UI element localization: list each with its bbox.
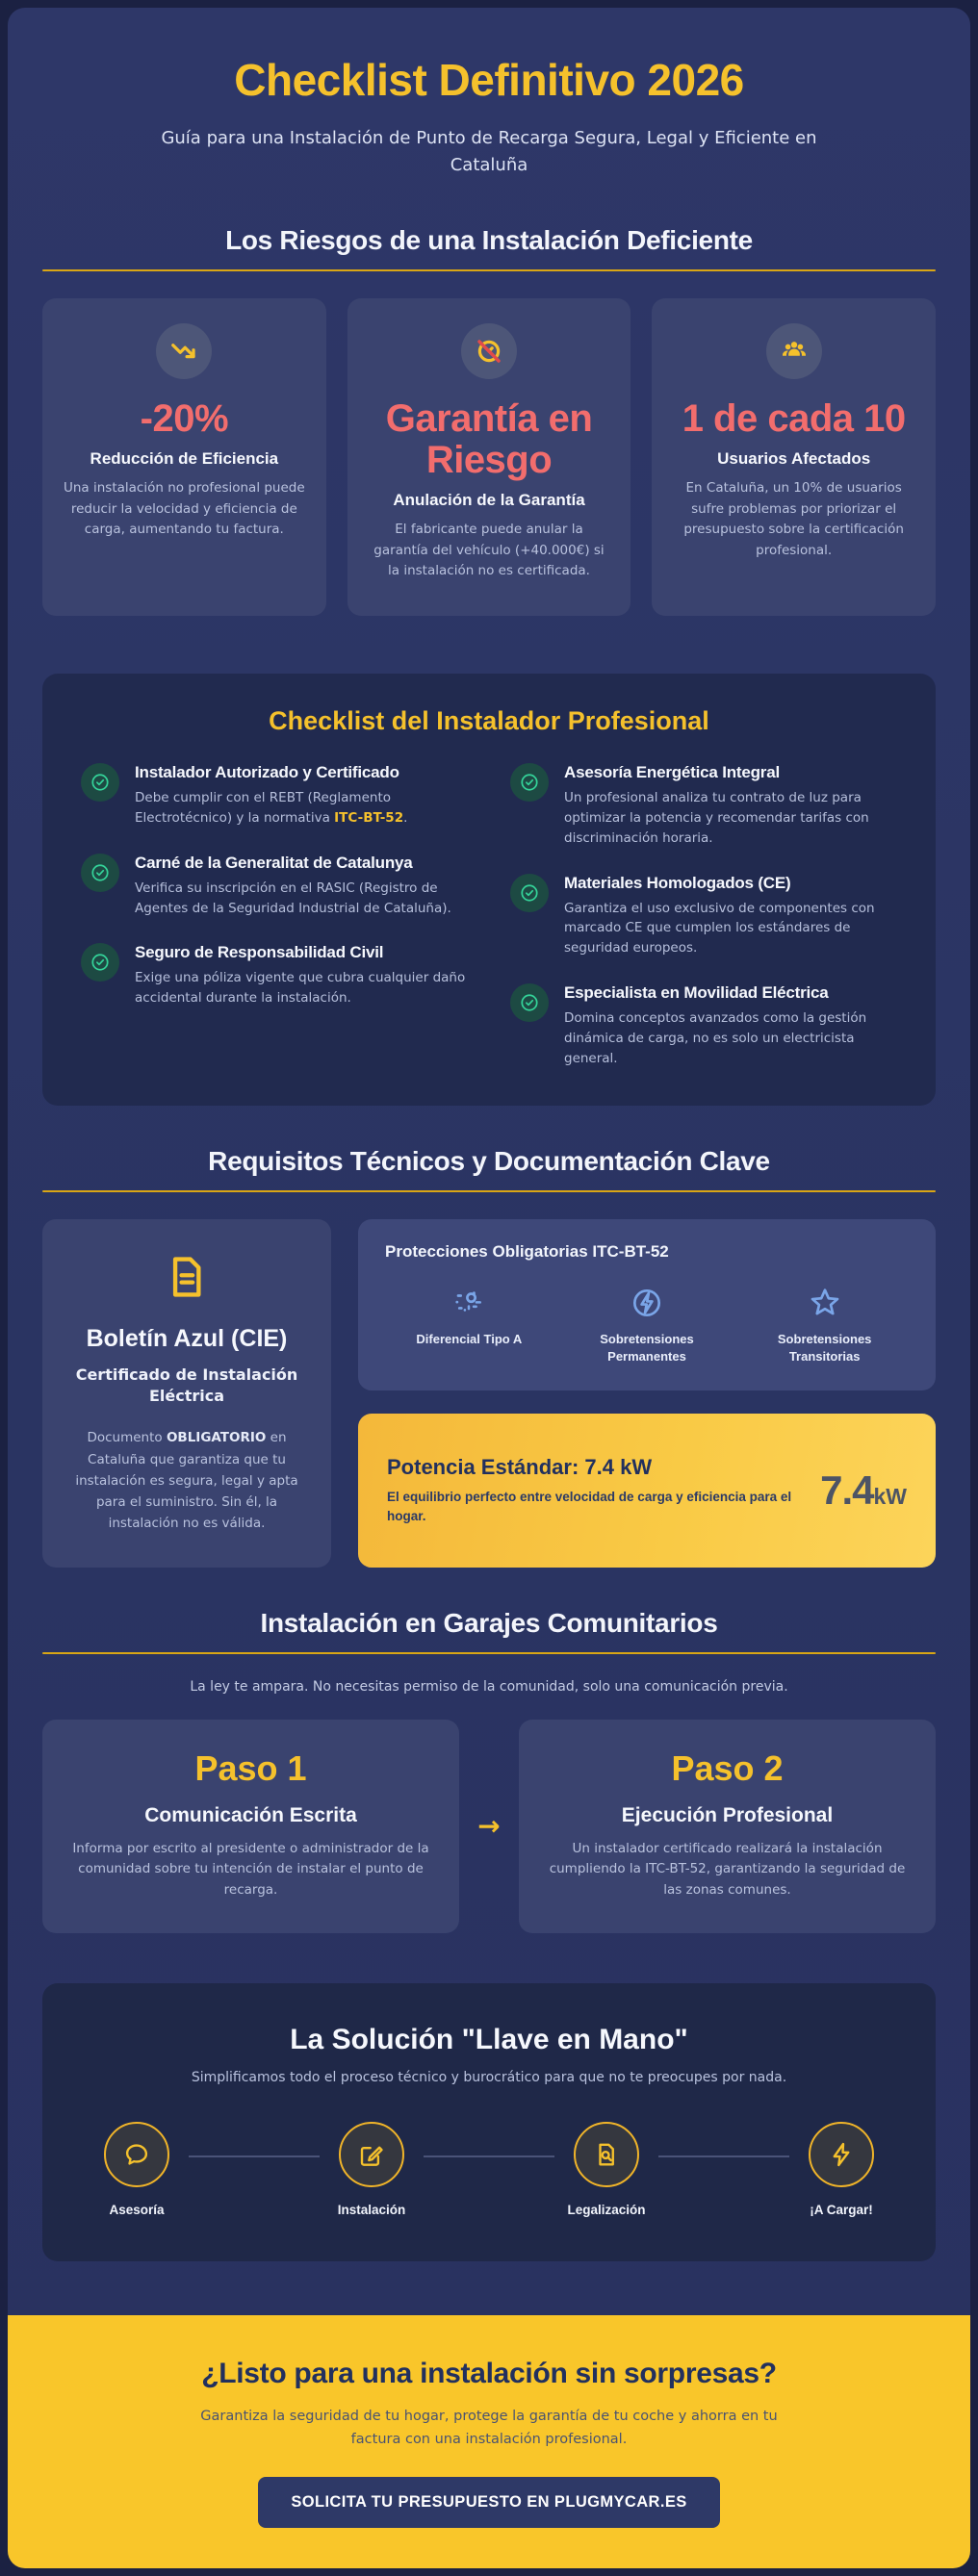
installer-col-left <box>81 763 468 1069</box>
protections-title: Protecciones Obligatorias ITC-BT-52 <box>385 1242 669 1262</box>
checklist-item-body <box>135 788 468 829</box>
header <box>8 8 970 185</box>
risk-body: Una instalación no profesional puede reducir la velocidad y eficiencia de carga, aumentando tu factura. <box>63 479 305 538</box>
protection-label: Sobretensiones Transitorias <box>777 1332 872 1365</box>
installer-title: Checklist del Instalador Profesional <box>269 705 709 735</box>
risk-body: En Cataluña, un 10% de usuarios sufre problemas por priorizar el presupuesto sobre la certificación profesional. <box>683 479 904 558</box>
differential-icon <box>385 1285 553 1321</box>
protection-label: Sobretensiones Permanentes <box>600 1332 694 1365</box>
section-divider <box>42 1190 936 1192</box>
risk-heading: Anulación de la Garantía <box>393 491 585 510</box>
protection-item <box>385 1285 553 1365</box>
boletin-body-post: en Cataluña que garantiza que tu instalación es segura, legal y apta para el suministro. Sin él, la instalación no es válida. <box>75 1430 298 1532</box>
boletin-body-bold: OBLIGATORIO <box>166 1430 267 1446</box>
solution-step-label: Instalación <box>337 2203 406 2218</box>
risk-stat: -20% <box>140 396 229 440</box>
checklist-item <box>81 943 468 1008</box>
power-value-unit: kW <box>873 1484 907 1510</box>
checklist-item-text <box>135 854 468 919</box>
technical-section <box>42 1146 936 1568</box>
surge-transient-icon <box>740 1285 909 1321</box>
checklist-item-title: Especialista en Movilidad Eléctrica <box>564 983 829 1003</box>
section-divider <box>42 269 936 271</box>
technical-right-column <box>358 1219 936 1568</box>
body-highlight: ITC-BT-52 <box>334 809 404 826</box>
charge-icon <box>809 2122 874 2187</box>
cta-section <box>8 2315 970 2568</box>
paso-grid <box>42 1720 936 1934</box>
connector-line <box>658 2155 789 2157</box>
solution-step-cargar <box>789 2122 893 2217</box>
connector-line <box>424 2155 554 2157</box>
check-circle-icon <box>510 874 549 912</box>
users-icon <box>766 323 822 379</box>
installer-grid <box>81 763 897 1069</box>
installer-checklist-section <box>42 674 936 1106</box>
risk-stat: Garantía en Riesgo <box>385 396 593 481</box>
power-body: El equilibrio perfecto entre velocidad de carga y eficiencia para el hogar. <box>387 1489 792 1524</box>
check-circle-icon <box>81 943 119 982</box>
paso-body: Un instalador certificado realizará la instalación cumpliendo la ITC-BT-52, garantizando la seguridad de las zonas comunes. <box>549 1840 906 1898</box>
power-text <box>387 1455 801 1527</box>
legalization-icon <box>574 2122 639 2187</box>
checklist-item-title: Instalador Autorizado y Certificado <box>135 762 399 781</box>
checklist-item-body: Domina conceptos avanzados como la gestión dinámica de carga, no es solo un electricista general. <box>564 1010 867 1067</box>
checklist-item <box>81 854 468 919</box>
paso-heading: Ejecución Profesional <box>621 1803 834 1826</box>
protections-row <box>385 1285 909 1365</box>
check-circle-icon <box>81 763 119 802</box>
risk-cards <box>42 298 936 616</box>
checklist-item-text <box>564 874 897 959</box>
trend-down-icon <box>156 323 212 379</box>
document-icon <box>67 1252 306 1302</box>
cta-body: Garantiza la seguridad de tu hogar, protege la garantía de tu coche y ahorra en tu factura con una instalación profesional. <box>200 2409 778 2448</box>
solution-subtitle: Simplificamos todo el proceso técnico y burocrático para que no te preocupes por nada. <box>191 2070 787 2086</box>
risk-card-warranty <box>347 298 631 616</box>
risk-heading: Reducción de Eficiencia <box>90 448 279 468</box>
risk-stat: 1 de cada 10 <box>682 396 906 440</box>
checklist-item <box>510 983 897 1069</box>
checklist-item <box>510 874 897 959</box>
power-card <box>358 1414 936 1567</box>
check-circle-icon <box>81 854 119 892</box>
checklist-item-text <box>564 763 897 849</box>
edit-icon <box>339 2122 404 2187</box>
checklist-item-body: Verifica su inscripción en el RASIC (Registro de Agentes de la Seguridad Industrial de Cataluña). <box>135 880 451 916</box>
garages-section <box>42 1608 936 1934</box>
risk-card-users <box>652 298 936 616</box>
protection-item <box>563 1285 732 1365</box>
boletin-card <box>42 1219 331 1568</box>
checklist-item <box>510 763 897 849</box>
technical-grid <box>42 1219 936 1568</box>
connector-line <box>189 2155 320 2157</box>
risk-heading: Usuarios Afectados <box>717 448 871 468</box>
boletin-body-pre: Documento <box>87 1430 167 1446</box>
chat-icon <box>104 2122 169 2187</box>
power-title: Potencia Estándar: 7.4 kW <box>387 1454 653 1479</box>
warranty-void-icon <box>461 323 517 379</box>
checklist-item <box>81 763 468 829</box>
checklist-item-body: Un profesional analiza tu contrato de luz para optimizar la potencia y recomendar tarifas con discriminación horaria. <box>564 789 869 846</box>
check-circle-icon <box>510 763 549 802</box>
paso-card-1 <box>42 1720 459 1934</box>
body-end: . <box>403 809 408 826</box>
solution-step-instalacion <box>320 2122 424 2217</box>
solution-step-legalizacion <box>554 2122 658 2217</box>
risk-body: El fabricante puede anular la garantía del vehículo (+40.000€) si la instalación no es certificada. <box>373 522 605 579</box>
paso-label: Paso 1 <box>194 1747 307 1788</box>
boletin-subtitle-text: Certificado de Instalación Eléctrica <box>75 1365 298 1405</box>
surge-permanent-icon <box>563 1285 732 1321</box>
risks-section <box>42 225 936 616</box>
paso-heading: Comunicación Escrita <box>144 1803 357 1826</box>
page-subtitle: Guía para una Instalación de Punto de Recarga Segura, Legal y Eficiente en Cataluña <box>161 128 817 175</box>
power-value <box>820 1467 907 1514</box>
risk-card-efficiency <box>42 298 326 616</box>
section-divider <box>42 1652 936 1654</box>
checklist-item-title: Asesoría Energética Integral <box>564 762 780 781</box>
arrow-right-icon: → <box>477 1810 501 1843</box>
solution-step-label: ¡A Cargar! <box>810 2203 873 2218</box>
checklist-item-title: Seguro de Responsabilidad Civil <box>135 943 384 962</box>
technical-title: Requisitos Técnicos y Documentación Clave <box>208 1146 770 1177</box>
cta-title: ¿Listo para una instalación sin sorpresas? <box>201 2358 777 2390</box>
checklist-item-title: Carné de la Generalitat de Catalunya <box>135 853 413 872</box>
installer-col-right <box>510 763 897 1069</box>
checklist-item-body: Exige una póliza vigente que cubra cualquier daño accidental durante la instalación. <box>135 970 466 1007</box>
checklist-item-text <box>135 943 468 1008</box>
garages-subtitle: La ley te ampara. No necesitas permiso de la comunidad, solo una comunicación previa. <box>190 1678 788 1695</box>
checklist-item-body: Garantiza el uso exclusivo de componentes con marcado CE que cumplen los estándares de seguridad europeos. <box>564 900 875 956</box>
power-value-number: 7.4 <box>820 1467 874 1514</box>
body-text: Debe cumplir con el REBT (Reglamento Electrotécnico) y la normativa <box>135 789 391 826</box>
boletin-body <box>67 1427 306 1534</box>
checklist-item-title: Materiales Homologados (CE) <box>564 873 791 892</box>
boletin-subtitle <box>67 1365 306 1406</box>
paso-label: Paso 2 <box>671 1747 784 1788</box>
solution-step-label: Legalización <box>567 2203 646 2218</box>
solution-steps <box>85 2122 893 2217</box>
page-title: Checklist Definitivo 2026 <box>234 55 744 105</box>
solution-step-label: Asesoría <box>109 2203 165 2218</box>
paso-body: Informa por escrito al presidente o administrador de la comunidad sobre tu intención de instalar el punto de recarga. <box>72 1840 429 1898</box>
solution-title: La Solución "Llave en Mano" <box>290 2024 688 2056</box>
protection-item <box>740 1285 909 1365</box>
boletin-title: Boletín Azul (CIE) <box>86 1325 288 1353</box>
cta-button[interactable]: SOLICITA TU PRESUPUESTO EN PLUGMYCAR.ES <box>258 2477 719 2528</box>
solution-step-asesoria <box>85 2122 189 2217</box>
garages-title: Instalación en Garajes Comunitarios <box>260 1607 718 1638</box>
paso-card-2 <box>519 1720 936 1934</box>
risks-title: Los Riesgos de una Instalación Deficiente <box>225 224 753 255</box>
poster-container <box>8 8 970 2568</box>
checklist-item-text <box>135 763 468 829</box>
check-circle-icon <box>510 983 549 1022</box>
solution-section <box>42 1983 936 2261</box>
protection-label: Diferencial Tipo A <box>416 1332 523 1347</box>
protections-card <box>358 1219 936 1390</box>
checklist-item-text <box>564 983 897 1069</box>
